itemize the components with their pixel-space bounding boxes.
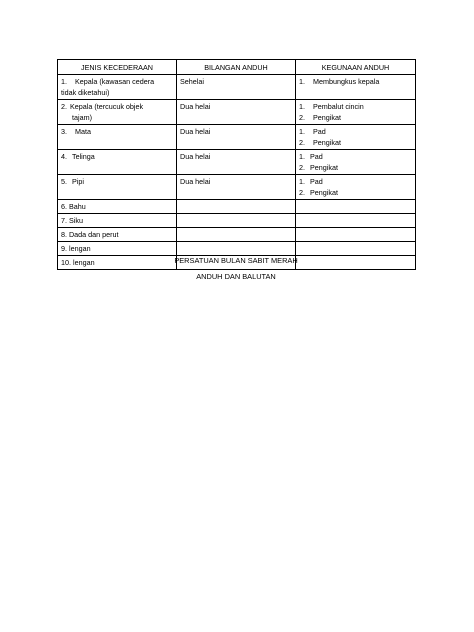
injury-text: Kepala (kawasan cedera — [75, 77, 155, 86]
cell-use — [296, 100, 416, 125]
cell-count: Dua helai — [177, 150, 296, 175]
cell-use — [296, 175, 416, 200]
injury-text: Mata — [75, 127, 91, 136]
cell-injury: 7. Siku — [58, 214, 177, 228]
injury-text: Pipi — [72, 177, 84, 186]
injury-text: Kepala (tercucuk objek — [70, 102, 144, 111]
injury-text-continued: tidak diketahui) — [61, 88, 110, 97]
cell-injury — [58, 75, 177, 100]
use-text: Pad — [313, 127, 326, 136]
injury-text-continued: tajam) — [72, 113, 92, 122]
cell-injury: 6. Bahu — [58, 200, 177, 214]
cell-injury: 9. lengan — [58, 242, 177, 256]
cell-use — [296, 214, 416, 228]
use-number: 2. — [299, 113, 305, 122]
use-number: 2. — [299, 163, 305, 172]
cell-count — [177, 228, 296, 242]
use-number: 1. — [299, 152, 305, 161]
table-row — [58, 75, 416, 100]
organization-caption: PERSATUAN BULAN SABIT MERAH — [174, 256, 298, 265]
use-number: 1. — [299, 102, 305, 111]
use-number: 2. — [299, 188, 305, 197]
use-number: 2. — [299, 138, 305, 147]
cell-injury: 10. lengan — [58, 256, 177, 270]
cell-use — [296, 150, 416, 175]
row-number: 1. — [61, 77, 67, 86]
use-text: Pengikat — [310, 188, 338, 197]
cell-use — [296, 125, 416, 150]
cell-injury — [58, 125, 177, 150]
cell-use — [296, 242, 416, 256]
topic-caption: ANDUH DAN BALUTAN — [196, 272, 276, 281]
use-text: Membungkus kepala — [313, 77, 380, 86]
cell-count — [177, 214, 296, 228]
table-row — [58, 242, 416, 256]
cell-count — [177, 200, 296, 214]
row-number: 4. — [61, 152, 67, 161]
row-number: 5. — [61, 177, 67, 186]
table-row — [58, 100, 416, 125]
use-text: Pengikat — [313, 138, 341, 147]
row-number: 2. — [61, 102, 67, 111]
header-bandage-count: BILANGAN ANDUH — [177, 60, 296, 75]
cell-count: Sehelai — [177, 75, 296, 100]
use-number: 1. — [299, 177, 305, 186]
cell-injury — [58, 100, 177, 125]
cell-count: Dua helai — [177, 125, 296, 150]
injury-bandage-table — [57, 59, 416, 270]
cell-use — [296, 200, 416, 214]
use-number: 1. — [299, 127, 305, 136]
table-row — [58, 175, 416, 200]
table-row — [58, 200, 416, 214]
table-row — [58, 125, 416, 150]
use-text: Pad — [310, 177, 323, 186]
use-text: Pad — [310, 152, 323, 161]
injury-text: Telinga — [72, 152, 95, 161]
use-text: Pembalut cincin — [313, 102, 364, 111]
cell-injury: 8. Dada dan perut — [58, 228, 177, 242]
header-bandage-use: KEGUNAAN ANDUH — [296, 60, 416, 75]
use-text: Pengikat — [313, 113, 341, 122]
cell-count: Dua helai — [177, 100, 296, 125]
table-row — [58, 214, 416, 228]
table-row — [58, 228, 416, 242]
cell-count — [177, 242, 296, 256]
cell-use — [296, 228, 416, 242]
cell-injury — [58, 175, 177, 200]
header-injury-type: JENIS KECEDERAAN — [58, 60, 177, 75]
cell-injury — [58, 150, 177, 175]
table-header-row — [58, 60, 416, 75]
cell-use — [296, 75, 416, 100]
use-text: Pengikat — [310, 163, 338, 172]
use-number: 1. — [299, 77, 305, 86]
row-number: 3. — [61, 127, 67, 136]
cell-count: Dua helai — [177, 175, 296, 200]
table-row — [58, 150, 416, 175]
